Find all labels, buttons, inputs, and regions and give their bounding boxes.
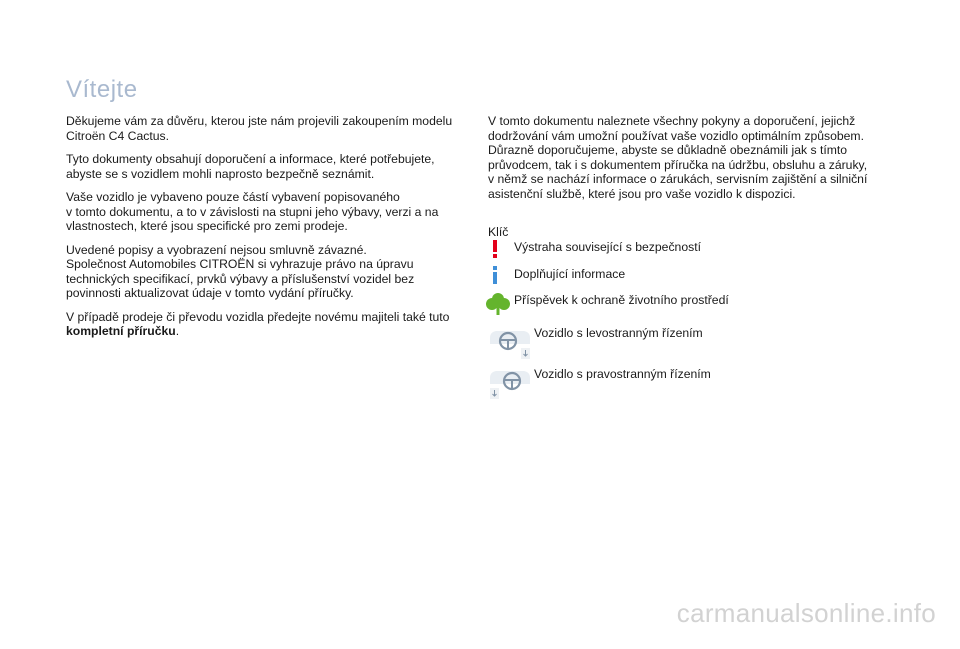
paragraph-resale-end: . — [175, 324, 180, 338]
info-icon — [488, 266, 502, 284]
guide-column — [488, 114, 888, 210]
left-hand-drive-icon — [488, 326, 532, 360]
tree-icon — [486, 292, 510, 316]
watermark: carmanualsonline.info — [676, 598, 936, 628]
paragraph-equipment: Vaše vozidlo je vybaveno pouze částí vybavení popisovaného v tomto dokumentu, a to v závislosti na stupni jeho výbavy, verzi a na vlastnostech, které jsou specifické pro zemi prodeje. — [66, 190, 439, 233]
legend-warning: Výstraha související s bezpečností — [514, 240, 701, 254]
legend-info: Doplňující informace — [514, 267, 626, 281]
paragraph-resale-text: V případě prodeje či převodu vozidla předejte novému majiteli také tuto — [66, 309, 450, 324]
paragraph-guide: V tomto dokumentu naleznete všechny pokyny a doporučení, jejichž dodržování vám umožní používat vaše vozidlo optimálním způsobem. Důrazně doporučujeme, abyste se důkladně obeznámili jak s tímto průvodcem, tak i s dokumentem příručka na údržbu, obsluhu a záruky, v němž se nachází informace o zárukách, servisním zajištění a silniční asistenční službě, které jsou pro vaše vozidlo k dispozici. — [488, 114, 868, 201]
key-title: Klíč — [488, 225, 509, 239]
paragraph-documents: Tyto dokumenty obsahují doporučení a informace, které potřebujete, abyste se s vozidlem mohli naprosto bezpečně seznámit. — [66, 152, 435, 181]
paragraph-resale — [66, 310, 466, 339]
legend-environment: Příspěvek k ochraně životního prostředí — [514, 293, 729, 307]
paragraph-thanks: Děkujeme vám za důvěru, kterou jste nám projevili zakoupením modelu Citroën C4 Cactus. — [66, 114, 453, 143]
right-hand-drive-icon — [488, 366, 532, 400]
warning-icon — [488, 240, 502, 258]
intro-column — [66, 114, 466, 348]
legend-rhd: Vozidlo s pravostranným řízením — [534, 367, 711, 381]
paragraph-disclaimer: Uvedené popisy a vyobrazení nejsou smluvně závazné. Společnost Automobiles CITROËN si vyhrazuje právo na úpravu technických specifikací, prvků výbavy a příslušenství vozidel bez povinnosti aktualizovat údaje v tomto vydání příručky. — [66, 242, 415, 300]
page-title: Vítejte — [66, 76, 138, 103]
paragraph-resale-bold: kompletní příručku — [66, 324, 176, 338]
legend-lhd: Vozidlo s levostranným řízením — [534, 326, 703, 340]
